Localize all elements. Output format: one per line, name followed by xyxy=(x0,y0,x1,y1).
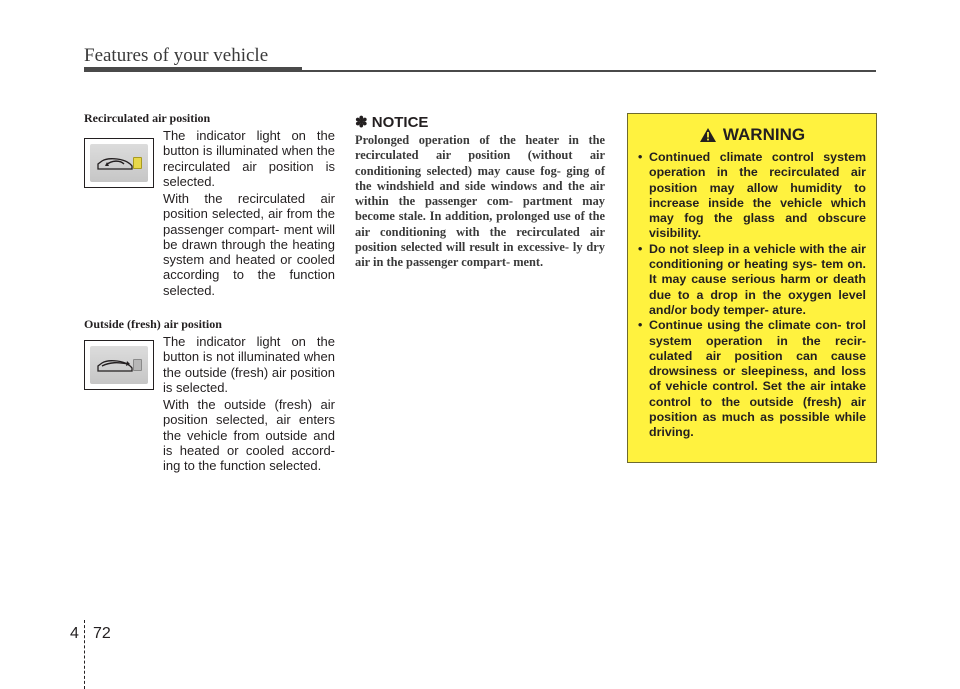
warning-title-row xyxy=(638,125,866,145)
outside-para-2: With the outside (fresh) air position selected, air enters the vehicle from outside and is heated or cooled accord- ing to the function selected. xyxy=(163,397,335,474)
warning-item: • Do not sleep in a vehicle with the air conditioning or heating sys- tem on. It may cause serious harm or death due to a drop in the oxygen level and/or body temper- ature. xyxy=(638,242,866,318)
recirculated-air-icon xyxy=(96,154,136,172)
warning-triangle-icon xyxy=(699,127,717,143)
recirculated-heading: Recirculated air position xyxy=(84,111,211,125)
header-rule-thin xyxy=(302,70,876,72)
outside-button-face xyxy=(90,346,148,384)
outside-button-image xyxy=(84,340,154,390)
outside-para-1: The indicator light on the button is not illuminated when the outside (fresh) air position is selected. xyxy=(163,334,335,395)
warning-title: WARNING xyxy=(722,125,806,144)
recirculated-para-1: The indicator light on the button is illuminated when the recirculated air position is selected. xyxy=(163,128,335,189)
chapter-number: 4 xyxy=(70,625,79,642)
header-rule-thick xyxy=(84,67,302,72)
warning-item: • Continued climate control system operation in the recirculated air position may allow humidity to increase inside the vehicle which may fog the glass and obscure visibility. xyxy=(638,150,866,242)
footer-divider xyxy=(84,620,85,689)
outside-heading: Outside (fresh) air position xyxy=(84,317,222,331)
page-number: 72 xyxy=(93,625,111,642)
warning-box xyxy=(627,113,877,463)
header-title: Features of your vehicle xyxy=(84,45,269,66)
recirculated-button-image xyxy=(84,138,154,188)
recirculated-para-2: With the recirculated air position selected, air from the passenger compart- ment will be drawn through the heating system and heated or cooled according to the function selected. xyxy=(163,191,335,298)
notice-heading: ✽ NOTICE xyxy=(355,114,429,131)
notice-body: Prolonged operation of the heater in the recirculated air position (without air conditioning selected) may cause fog- ging of the windshield and side windows and the air within the passenger com- partment may become stale. In addition, prolonged use of the air conditioning with the recirculated air position selected will result in excessive- ly dry air in the passenger compart- ment. xyxy=(355,133,605,270)
warning-list xyxy=(638,150,866,441)
recirculated-button-face xyxy=(90,144,148,182)
recirculated-indicator-light xyxy=(133,157,142,169)
outside-indicator-light xyxy=(133,359,142,371)
warning-item: • Continue using the climate con- trol system operation in the recir- culated air position can cause drowsiness or sleepiness, and loss of vehicle control. Set the air intake control to the outside (fresh) air position as much as possible while driving. xyxy=(638,318,866,440)
outside-air-icon xyxy=(96,356,136,374)
